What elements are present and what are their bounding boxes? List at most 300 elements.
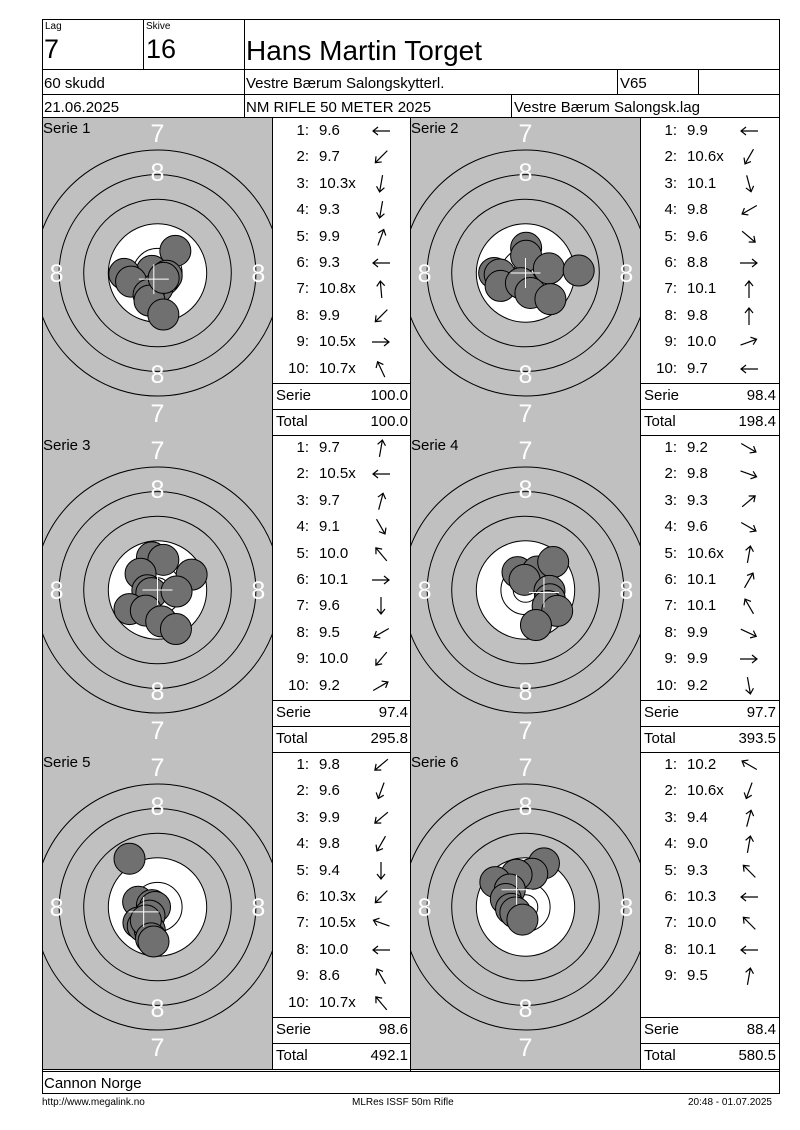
shot-value: 9.8: [687, 465, 708, 483]
shot-value: 10.6x: [687, 148, 724, 166]
shot-value: 10.1: [687, 940, 717, 958]
shot-number: 7:: [664, 597, 677, 615]
direction-arrow-icon: [369, 861, 393, 881]
shot-value: 9.6: [687, 227, 708, 245]
shot-number: 1:: [296, 122, 309, 139]
direction-arrow-icon: [369, 913, 393, 933]
shot-row: [281, 963, 406, 989]
direction-arrow-icon: [369, 359, 393, 379]
running-total: 295.8: [370, 730, 408, 747]
shot-value: 9.9: [687, 650, 708, 668]
direction-arrow-icon: [737, 755, 761, 775]
direction-arrow-icon: [737, 676, 761, 696]
ring-number: 8: [518, 360, 533, 389]
direction-arrow-icon: [737, 438, 761, 458]
ring-number: 8: [417, 260, 432, 288]
shot-number: 8:: [664, 306, 677, 324]
shot-row: [281, 805, 406, 831]
target-svg: [43, 118, 272, 435]
shot-value: 9.3: [319, 201, 340, 219]
ring-number: 8: [518, 159, 533, 188]
shot-value: 10.0: [319, 650, 349, 668]
shot-row: [649, 910, 774, 936]
shot-value: 8.8: [687, 254, 708, 271]
direction-arrow-icon: [737, 913, 761, 933]
direction-arrow-icon: [737, 464, 761, 484]
shot-row: [281, 224, 406, 250]
shot-number: 2:: [664, 465, 677, 483]
shot-number: 3:: [296, 491, 309, 509]
shot-number: 7:: [664, 914, 677, 932]
shot-row: [281, 356, 406, 382]
target-3: [43, 435, 272, 752]
date: 21.06.2025: [44, 99, 120, 116]
shot-value: 9.2: [319, 676, 340, 694]
direction-arrow-icon: [369, 200, 393, 220]
shot-value: 9.6: [319, 597, 340, 615]
shot-row: [649, 884, 774, 910]
shot-row: [649, 831, 774, 857]
direction-arrow-icon: [737, 887, 761, 907]
shot-value: 9.3: [687, 491, 708, 509]
ring-number: 7: [150, 717, 165, 746]
shot-number: 7:: [296, 914, 309, 932]
shot-hole: [507, 904, 538, 935]
shot-number: 8:: [296, 940, 309, 958]
shot-number: 2:: [296, 465, 309, 483]
shot-value: 9.9: [687, 122, 708, 139]
ring-number: 7: [518, 753, 533, 782]
shot-row: [649, 356, 774, 382]
direction-arrow-icon: [737, 544, 761, 564]
shot-value: 10.1: [687, 174, 717, 192]
shot-number: 8:: [296, 623, 309, 641]
direction-arrow-icon: [737, 306, 761, 326]
shot-number: 10:: [656, 359, 677, 377]
shot-number: 10:: [288, 359, 309, 377]
shot-number: 5:: [296, 227, 309, 245]
target-4: [411, 435, 640, 752]
serie-total: 98.4: [746, 387, 776, 404]
direction-arrow-icon: [737, 623, 761, 643]
direction-arrow-icon: [369, 253, 393, 273]
direction-arrow-icon: [369, 517, 393, 537]
shot-row: [649, 858, 774, 884]
shot-value: 9.6: [687, 518, 708, 536]
shot-value: 9.7: [319, 491, 340, 509]
shot-number: 6:: [664, 571, 677, 588]
shot-value: 10.7x: [319, 359, 356, 377]
running-total: 580.5: [738, 1047, 776, 1064]
direction-arrow-icon: [369, 834, 393, 854]
shot-row: [649, 461, 774, 487]
shot-row: [281, 329, 406, 355]
series-title: Serie 2: [411, 120, 459, 137]
direction-arrow-icon: [369, 306, 393, 326]
direction-arrow-icon: [737, 834, 761, 854]
direction-arrow-icon: [737, 649, 761, 669]
shot-number: 4:: [296, 835, 309, 853]
shot-row: [281, 884, 406, 910]
shot-row: [649, 488, 774, 514]
target-2: [411, 118, 640, 435]
shot-list-5: [272, 752, 412, 1069]
shot-value: 10.5x: [319, 333, 356, 351]
shot-row: [281, 673, 406, 699]
ring-number: 8: [150, 793, 165, 822]
shot-row: [649, 805, 774, 831]
shot-value: 10.8x: [319, 280, 356, 298]
shot-number: 1:: [664, 122, 677, 139]
serie-total: 98.6: [378, 1021, 408, 1038]
shot-row: [649, 224, 774, 250]
shot-row: [281, 646, 406, 672]
shot-value: 10.3: [687, 888, 717, 905]
direction-arrow-icon: [737, 279, 761, 299]
shot-number: 10:: [656, 676, 677, 694]
shot-number: 5:: [664, 861, 677, 879]
shot-value: 10.0: [319, 544, 349, 562]
ring-number: 8: [619, 894, 634, 922]
serie-label: Serie: [276, 1021, 312, 1038]
serie-label: Serie: [276, 387, 312, 404]
shot-row: [649, 937, 774, 963]
series-title: Serie 1: [43, 120, 91, 137]
shot-number: 5:: [296, 861, 309, 879]
direction-arrow-icon: [369, 438, 393, 458]
direction-arrow-icon: [369, 993, 393, 1013]
target-svg: [411, 752, 640, 1069]
shot-number: 4:: [664, 518, 677, 536]
direction-arrow-icon: [369, 332, 393, 352]
ring-number: 7: [150, 1034, 165, 1063]
shot-value: 8.6: [319, 967, 340, 985]
shot-value: 9.1: [319, 518, 340, 536]
shot-value: 10.1: [687, 280, 717, 298]
shot-value: 9.3: [319, 254, 340, 271]
shot-row: [649, 118, 774, 144]
ring-number: 8: [619, 260, 634, 288]
shot-number: 9:: [296, 650, 309, 668]
shot-number: 5:: [664, 227, 677, 245]
direction-arrow-icon: [369, 174, 393, 194]
shot-value: 9.9: [687, 623, 708, 641]
running-total: 393.5: [738, 730, 776, 747]
ring-number: 7: [150, 753, 165, 782]
shot-number: 4:: [296, 518, 309, 536]
direction-arrow-icon: [369, 966, 393, 986]
club-name: Vestre Bærum Salongskytterl.: [246, 75, 445, 92]
shot-value: 9.4: [687, 808, 708, 826]
shot-value: 9.5: [687, 967, 708, 985]
shot-number: 3:: [664, 491, 677, 509]
shot-row: [649, 963, 774, 989]
shot-row: [281, 567, 406, 593]
shot-number: 9:: [664, 967, 677, 985]
direction-arrow-icon: [737, 861, 761, 881]
shot-number: 7:: [664, 280, 677, 298]
direction-arrow-icon: [369, 121, 393, 141]
running-total: 198.4: [738, 413, 776, 430]
shot-number: 3:: [296, 174, 309, 192]
ring-number: 7: [150, 436, 165, 465]
shot-value: 9.6: [319, 122, 340, 139]
shot-row: [649, 197, 774, 223]
direction-arrow-icon: [737, 808, 761, 828]
footer-url[interactable]: http://www.megalink.no: [42, 1097, 145, 1108]
shot-row: [281, 118, 406, 144]
direction-arrow-icon: [737, 966, 761, 986]
direction-arrow-icon: [737, 332, 761, 352]
shot-hole: [563, 255, 594, 286]
ring-number: 8: [49, 260, 64, 288]
software-name: MLRes ISSF 50m Rifle: [352, 1097, 454, 1108]
shot-list-2: [640, 118, 780, 435]
serie-label: Serie: [644, 387, 680, 404]
direction-arrow-icon: [369, 147, 393, 167]
serie-label: Serie: [276, 704, 312, 721]
shot-number: 5:: [296, 544, 309, 562]
shot-row: [281, 250, 406, 276]
class-label: V65: [620, 75, 647, 92]
ring-number: 8: [251, 260, 266, 288]
direction-arrow-icon: [737, 200, 761, 220]
shot-row: [649, 329, 774, 355]
series-title: Serie 4: [411, 437, 459, 454]
shot-hole: [148, 299, 179, 330]
total-label: Total: [276, 730, 308, 747]
direction-arrow-icon: [369, 755, 393, 775]
ring-number: 8: [251, 577, 266, 605]
shot-value: 10.1: [687, 597, 717, 615]
direction-arrow-icon: [737, 121, 761, 141]
direction-arrow-icon: [369, 676, 393, 696]
shot-number: 1:: [664, 439, 677, 456]
shot-value: 9.9: [319, 227, 340, 245]
shot-value: 9.7: [319, 148, 340, 166]
direction-arrow-icon: [369, 596, 393, 616]
shot-number: 10:: [288, 676, 309, 694]
shot-value: 9.6: [319, 782, 340, 800]
target-svg: [411, 118, 640, 435]
lag-label: Lag: [45, 21, 62, 32]
ring-number: 7: [150, 119, 165, 148]
shot-number: 10:: [288, 993, 309, 1011]
shot-row: [281, 276, 406, 302]
shot-number: 4:: [296, 201, 309, 219]
direction-arrow-icon: [369, 623, 393, 643]
ring-number: 8: [518, 793, 533, 822]
target-5: [43, 752, 272, 1069]
serie-total: 100.0: [370, 387, 408, 404]
serie-total: 97.7: [746, 704, 776, 721]
shot-row: [649, 752, 774, 778]
ring-number: 7: [518, 436, 533, 465]
ring-number: 8: [417, 894, 432, 922]
shot-value: 9.5: [319, 623, 340, 641]
serie-total: 88.4: [746, 1021, 776, 1038]
lag-value: 7: [44, 34, 60, 64]
shot-row: [649, 276, 774, 302]
shot-row: [281, 990, 406, 1016]
ring-number: 8: [518, 476, 533, 505]
shot-row: [281, 435, 406, 461]
shot-row: [281, 514, 406, 540]
shot-row: [281, 461, 406, 487]
direction-arrow-icon: [369, 279, 393, 299]
shot-value: 10.0: [687, 914, 717, 932]
serie-label: Serie: [644, 704, 680, 721]
ring-number: 8: [518, 677, 533, 706]
shot-row: [649, 514, 774, 540]
series-title: Serie 3: [43, 437, 91, 454]
direction-arrow-icon: [369, 649, 393, 669]
shot-row: [281, 303, 406, 329]
total-label: Total: [644, 413, 676, 430]
shot-value: 9.7: [687, 359, 708, 377]
ring-number: 8: [150, 677, 165, 706]
direction-arrow-icon: [369, 887, 393, 907]
shot-hole: [160, 614, 191, 645]
shot-row: [281, 171, 406, 197]
shot-value: 9.4: [319, 861, 340, 879]
shot-number: 1:: [664, 756, 677, 773]
target-6: [411, 752, 640, 1069]
serie-label: Serie: [644, 1021, 680, 1038]
direction-arrow-icon: [369, 781, 393, 801]
shot-number: 2:: [664, 148, 677, 166]
shot-number: 9:: [296, 967, 309, 985]
total-label: Total: [276, 1047, 308, 1064]
ring-number: 7: [518, 400, 533, 429]
shot-hole: [535, 284, 566, 315]
shot-value: 9.8: [687, 306, 708, 324]
shot-number: 4:: [664, 835, 677, 853]
direction-arrow-icon: [737, 491, 761, 511]
direction-arrow-icon: [737, 147, 761, 167]
shot-number: 2:: [296, 782, 309, 800]
shot-row: [649, 778, 774, 804]
shot-row: [649, 593, 774, 619]
direction-arrow-icon: [737, 227, 761, 247]
shot-number: 9:: [664, 333, 677, 351]
target-svg: [43, 435, 272, 752]
shot-row: [281, 197, 406, 223]
shot-hole: [114, 843, 145, 874]
direction-arrow-icon: [737, 359, 761, 379]
ring-number: 8: [518, 994, 533, 1023]
shot-number: 3:: [664, 808, 677, 826]
shot-value: 9.8: [319, 835, 340, 853]
skive-label: Skive: [146, 21, 171, 32]
direction-arrow-icon: [369, 227, 393, 247]
ring-number: 7: [150, 400, 165, 429]
shot-number: 9:: [296, 333, 309, 351]
shot-row: [281, 778, 406, 804]
target-svg: [43, 752, 272, 1069]
target-svg: [411, 435, 640, 752]
ring-number: 8: [417, 577, 432, 605]
shot-value: 9.2: [687, 439, 708, 456]
ring-number: 8: [150, 994, 165, 1023]
shot-list-1: [272, 118, 412, 435]
series-title: Serie 6: [411, 754, 459, 771]
shot-row: [281, 858, 406, 884]
direction-arrow-icon: [737, 253, 761, 273]
shot-value: 10.1: [319, 571, 349, 588]
shot-row: [649, 646, 774, 672]
direction-arrow-icon: [737, 781, 761, 801]
shot-number: 6:: [296, 254, 309, 271]
total-label: Total: [276, 413, 308, 430]
shot-number: 8:: [664, 623, 677, 641]
total-label: Total: [644, 1047, 676, 1064]
shot-value: 10.3x: [319, 174, 356, 192]
shot-number: 6:: [296, 571, 309, 588]
shot-number: 1:: [296, 756, 309, 773]
shot-number: 3:: [296, 808, 309, 826]
shot-row: [281, 620, 406, 646]
shot-list-6: [640, 752, 780, 1069]
shot-hole: [161, 576, 192, 607]
direction-arrow-icon: [737, 174, 761, 194]
shot-row: [649, 250, 774, 276]
shot-number: 9:: [664, 650, 677, 668]
shot-value: 9.2: [687, 676, 708, 694]
shot-hole: [520, 610, 551, 641]
direction-arrow-icon: [369, 491, 393, 511]
ring-number: 7: [518, 119, 533, 148]
ring-number: 8: [150, 360, 165, 389]
direction-arrow-icon: [737, 517, 761, 537]
shot-row: [281, 831, 406, 857]
shot-number: 5:: [664, 544, 677, 562]
direction-arrow-icon: [369, 940, 393, 960]
series-title: Serie 5: [43, 754, 91, 771]
shot-number: 6:: [296, 888, 309, 905]
shot-row: [281, 937, 406, 963]
shot-value: 9.9: [319, 306, 340, 324]
ring-number: 8: [49, 894, 64, 922]
team-name: Vestre Bærum Salongsk.lag: [514, 99, 700, 116]
ring-number: 8: [150, 476, 165, 505]
running-total: 492.1: [370, 1047, 408, 1064]
shot-value: 10.0: [319, 940, 349, 958]
shot-value: 10.7x: [319, 993, 356, 1011]
target-1: [43, 118, 272, 435]
ring-number: 8: [251, 894, 266, 922]
shot-row: [649, 144, 774, 170]
shot-list-4: [640, 435, 780, 752]
competition-name: NM RIFLE 50 METER 2025: [246, 99, 432, 116]
direction-arrow-icon: [369, 464, 393, 484]
skive-value: 16: [146, 34, 177, 64]
sponsor: Cannon Norge: [44, 1075, 142, 1092]
direction-arrow-icon: [369, 570, 393, 590]
shot-value: 9.8: [319, 756, 340, 773]
shot-number: 7:: [296, 280, 309, 298]
direction-arrow-icon: [737, 596, 761, 616]
shot-value: 10.1: [687, 571, 717, 588]
shot-number: 4:: [664, 201, 677, 219]
shot-number: 2:: [664, 782, 677, 800]
ring-number: 8: [49, 577, 64, 605]
direction-arrow-icon: [369, 544, 393, 564]
direction-arrow-icon: [737, 570, 761, 590]
shot-number: 3:: [664, 174, 677, 192]
shot-value: 10.0: [687, 333, 717, 351]
ring-number: 7: [518, 717, 533, 746]
